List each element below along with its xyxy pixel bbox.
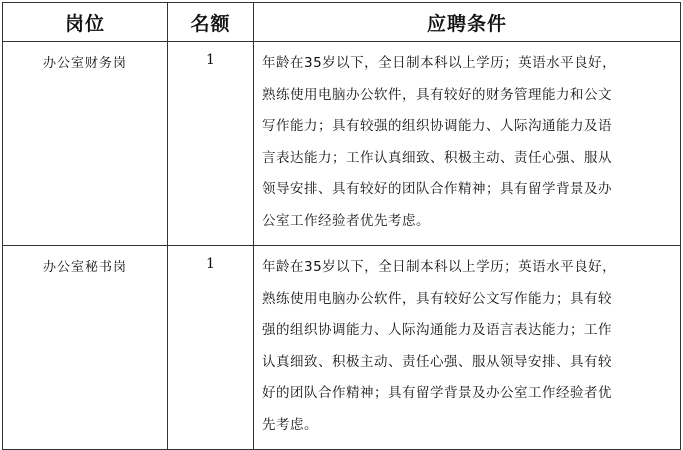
requirements-line: 写作能力；具有较强的组织协调能力、人际沟通能力及语 xyxy=(262,118,612,135)
position-cell: 办公室财务岗 xyxy=(3,42,168,246)
requirements-line: 先考虑。 xyxy=(262,416,318,433)
position-cell: 办公室秘书岗 xyxy=(3,246,168,450)
requirements-cell xyxy=(254,246,681,450)
table-row xyxy=(3,42,681,246)
requirements-line: 领导安排、具有较好的团队合作精神；具有留学背景及办 xyxy=(262,181,612,198)
header-row xyxy=(3,3,681,42)
requirements-line: 年龄在35岁以下，全日制本科以上学历；英语水平良好， xyxy=(262,55,617,71)
requirements-line: 熟练使用电脑办公软件，具有较好公文写作能力；具有较 xyxy=(262,290,612,307)
header-count: 名额 xyxy=(168,3,254,42)
requirements-line: 好的团队合作精神；具有留学背景及办公室工作经验者优 xyxy=(262,385,612,402)
requirements-line: 强的组织协调能力、人际沟通能力及语言表达能力；工作 xyxy=(262,322,612,339)
requirements-line: 公室工作经验者优先考虑。 xyxy=(262,212,430,229)
header-position: 岗位 xyxy=(3,3,168,42)
requirements-line: 熟练使用电脑办公软件，具有较好的财务管理能力和公文 xyxy=(262,86,612,103)
requirements-line: 言表达能力；工作认真细致、积极主动、责任心强、服从 xyxy=(262,149,612,166)
count-cell: 1 xyxy=(168,246,254,450)
job-requirements-table xyxy=(2,2,681,450)
requirements-line: 年龄在35岁以下，全日制本科以上学历；英语水平良好， xyxy=(262,259,617,275)
count-cell: 1 xyxy=(168,42,254,246)
requirements-line: 认真细致、积极主动、责任心强、服从领导安排、具有较 xyxy=(262,353,612,370)
requirements-cell xyxy=(254,42,681,246)
header-requirements: 应聘条件 xyxy=(254,3,681,42)
table-row xyxy=(3,246,681,450)
